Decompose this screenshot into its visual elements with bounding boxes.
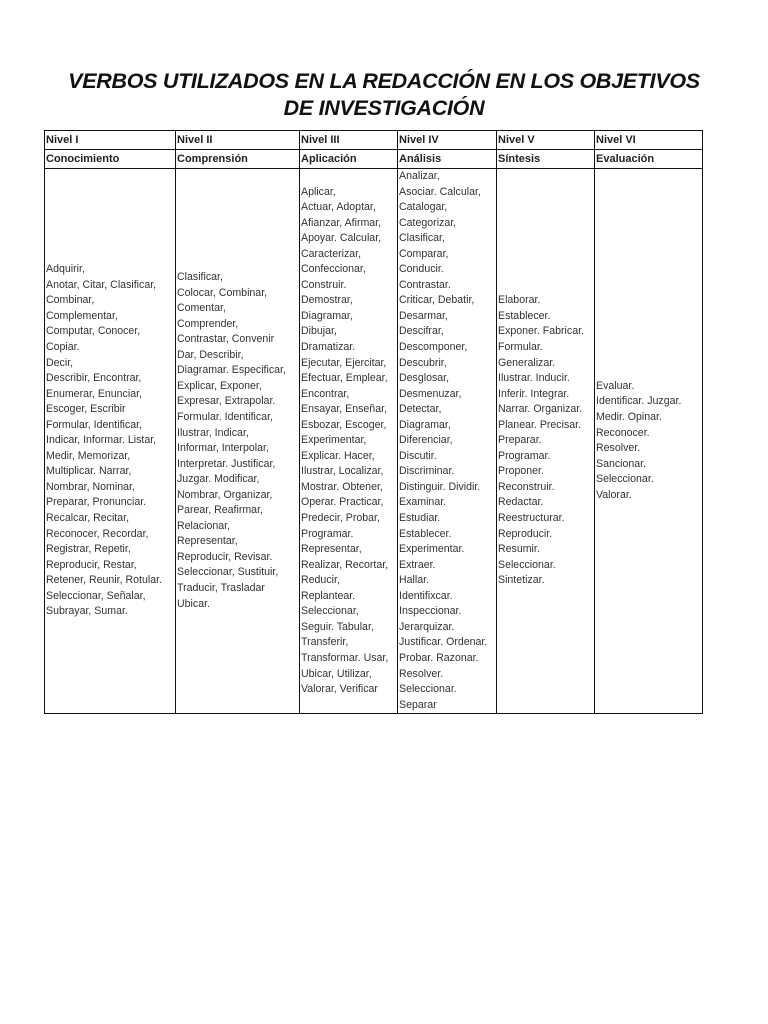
verb-line: Ilustrar, Indicar, [177, 426, 249, 439]
verb-line: Experimentar, [301, 434, 367, 447]
verb-list-nivel-6 [595, 169, 703, 714]
verb-line: Conducir. [399, 263, 444, 276]
verb-line: Comparar, [399, 247, 449, 260]
verb-line: Descifrar, [399, 325, 444, 338]
verb-line: Extraer. [399, 558, 436, 571]
verb-line: Resolver. [399, 667, 444, 680]
verb-line: Apoyar. Calcular, [301, 232, 382, 245]
verb-line: Seleccionar. [399, 683, 457, 696]
level-header-1: Nivel I [45, 131, 176, 150]
level-header-row [45, 131, 703, 150]
verb-line: Realizar, Recortar, [301, 558, 389, 571]
verb-line: Reconocer, Recordar, [46, 527, 149, 540]
category-header-6: Evaluación [595, 150, 703, 169]
verb-line: Dibujar, [301, 325, 337, 338]
verb-line: Transformar. Usar, [301, 651, 389, 664]
verbs-table [44, 130, 703, 714]
verb-line: Efectuar, Emplear, [301, 372, 388, 385]
verb-list-nivel-4 [398, 169, 497, 714]
verb-line: Dramatizar. [301, 341, 356, 354]
verb-line: Formular. Identificar, [177, 410, 273, 423]
verb-line: Decir, [46, 356, 74, 369]
verb-line: Preparar. [498, 434, 542, 447]
verb-line: Seleccionar, [301, 605, 359, 618]
verb-line: Retener, Reunir, Rotular. [46, 574, 163, 587]
category-header-3: Aplicación [300, 150, 398, 169]
verb-line: Esbozar, Escoger, [301, 418, 387, 431]
verb-line: Copiar. [46, 341, 80, 354]
verb-line: Seleccionar. [498, 558, 556, 571]
verb-line: Relacionar, [177, 519, 230, 532]
verb-line: Diagramar, [399, 418, 451, 431]
verb-line: Reducir, [301, 574, 340, 587]
verb-line: Ensayar, Enseñar, [301, 403, 387, 416]
verb-line: Inferir. Integrar. [498, 387, 570, 400]
verb-line: Adquirir, [46, 263, 85, 276]
verb-line: Indicar, Informar. Listar, [46, 434, 157, 447]
verb-line: Categorizar, [399, 216, 457, 229]
category-header-row [45, 150, 703, 169]
verb-line: Reproducir, Revisar. [177, 550, 273, 563]
verb-line: Clasificar, [399, 232, 445, 245]
verb-line: Reproducir. [498, 527, 553, 540]
category-header-4: Análisis [398, 150, 497, 169]
verb-line: Formular, Identificar, [46, 418, 142, 431]
verb-line: Explicar. Hacer, [301, 449, 375, 462]
verb-line: Criticar, Debatir, [399, 294, 475, 307]
verb-line: Valorar, Verificar [301, 683, 378, 696]
verb-line: Representar, [177, 535, 238, 548]
verb-line: Diagramar, [301, 309, 353, 322]
verb-line: Redactar. [498, 496, 544, 509]
verb-line: Catalogar, [399, 201, 448, 214]
level-header-4: Nivel IV [398, 131, 497, 150]
verb-list-nivel-2 [176, 169, 300, 714]
verb-line: Reestructurar. [498, 512, 565, 525]
verb-line: Diagramar. Especificar, [177, 364, 286, 377]
verb-line: Recalcar, Recitar, [46, 512, 130, 525]
verb-line: Ubicar, Utilizar, [301, 667, 372, 680]
verb-line: Describir, Encontrar, [46, 372, 142, 385]
verb-line: Analizar, [399, 170, 440, 182]
verb-line: Discriminar. [399, 465, 455, 478]
verb-line: Elaborar. [498, 294, 541, 307]
verb-line: Aplicar, [301, 185, 336, 198]
verb-line: Medir, Memorizar, [46, 449, 131, 462]
verb-line: Construir. [301, 278, 347, 291]
verb-list-nivel-1 [45, 169, 176, 714]
verb-line: Subrayar, Sumar. [46, 605, 128, 618]
level-header-3: Nivel III [300, 131, 398, 150]
verb-line: Afianzar, Afirmar, [301, 216, 382, 229]
verb-line: Valorar. [596, 488, 632, 501]
verb-line: Detectar, [399, 403, 442, 416]
verb-line: Resolver. [596, 442, 641, 455]
verb-line: Sancionar. [596, 457, 647, 470]
verb-line: Encontrar, [301, 387, 350, 400]
verb-line: Combinar, [46, 294, 95, 307]
verb-line: Ubicar. [177, 597, 210, 610]
verb-line: Programar. [301, 527, 354, 540]
verb-line: Ilustrar, Localizar, [301, 465, 384, 478]
verb-line: Reconocer. [596, 426, 650, 439]
verb-line: Representar, [301, 543, 362, 556]
verb-line: Colocar, Combinar, [177, 286, 268, 299]
verb-line: Estudiar. [399, 512, 441, 525]
verb-line: Operar. Practicar, [301, 496, 384, 509]
verb-line: Clasificar, [177, 271, 223, 284]
verb-line: Descubrir, [399, 356, 447, 369]
verb-line: Complementar, [46, 309, 118, 322]
verb-line: Descomponer, [399, 341, 468, 354]
category-header-5: Síntesis [497, 150, 595, 169]
verb-line: Hallar. [399, 574, 430, 587]
verb-line: Proponer. [498, 465, 544, 478]
document-title-line-1: VERBOS UTILIZADOS EN LA REDACCIÓN EN LOS OBJETIVOS [68, 69, 700, 93]
verb-line: Diferenciar, [399, 434, 453, 447]
verb-line: Contrastar, Convenir [177, 333, 275, 346]
category-header-2: Comprensión [176, 150, 300, 169]
verb-line: Parear, Reafirmar, [177, 504, 263, 517]
verb-line: Discutir. [399, 449, 437, 462]
verb-line: Dar, Describir, [177, 348, 244, 361]
verb-line: Establecer. [498, 309, 551, 322]
verb-line: Ejecutar, Ejercitar, [301, 356, 387, 369]
level-header-5: Nivel V [497, 131, 595, 150]
verb-line: Transferir, [301, 636, 349, 649]
verb-line: Informar, Interpolar, [177, 442, 269, 455]
verb-line: Exponer. Fabricar. [498, 325, 584, 338]
verb-line: Examinar. [399, 496, 447, 509]
verb-line: Reconstruir. [498, 480, 555, 493]
level-header-2: Nivel II [176, 131, 300, 150]
verb-list-nivel-3 [300, 169, 398, 714]
verb-line: Registrar, Repetir, [46, 543, 131, 556]
verb-line: Computar, Conocer, [46, 325, 141, 338]
verb-line: Demostrar, [301, 294, 353, 307]
verb-line: Desarmar, [399, 309, 448, 322]
verb-line: Planear. Precisar. [498, 418, 582, 431]
verb-line: Identificar. Juzgar. [596, 395, 682, 408]
verb-line: Narrar. Organizar. [498, 403, 583, 416]
verb-line: Justificar. Ordenar. [399, 636, 488, 649]
verb-line: Jerarquizar. [399, 620, 455, 633]
verb-line: Replantear. [301, 589, 356, 602]
document-title [30, 68, 738, 122]
verb-line: Distinguir. Dividir. [399, 480, 481, 493]
verb-line: Preparar, Pronunciar. [46, 496, 147, 509]
verb-line: Nombrar, Organizar, [177, 488, 273, 501]
verb-line: Establecer. [399, 527, 452, 540]
verb-line: Comprender, [177, 317, 239, 330]
verb-line: Confeccionar, [301, 263, 366, 276]
verb-line: Desglosar, [399, 372, 450, 385]
verb-line: Enumerar, Enunciar, [46, 387, 142, 400]
verb-line: Ilustrar. Inducir. [498, 372, 570, 385]
verb-line: Escoger, Escribir [46, 403, 126, 416]
verb-line: Probar. Razonar. [399, 651, 479, 664]
verb-line: Resumir. [498, 543, 540, 556]
document-title-line-2: DE INVESTIGACIÓN [283, 96, 485, 120]
verb-line: Predecir, Probar, [301, 512, 380, 525]
verb-line: Experimentar. [399, 543, 465, 556]
verb-line: Separar [399, 698, 437, 711]
verb-line: Seleccionar, Sustituir, [177, 566, 279, 579]
verb-line: Inspeccionar. [399, 605, 462, 618]
verb-line: Caracterizar, [301, 247, 362, 260]
verb-line: Explicar, Exponer, [177, 379, 262, 392]
verb-line: Contrastar. [399, 278, 451, 291]
verb-line: Generalizar. [498, 356, 556, 369]
verb-line: Seguir. Tabular, [301, 620, 374, 633]
verb-line: Programar. [498, 449, 551, 462]
verb-line: Interpretar. Justificar, [177, 457, 276, 470]
verb-line: Seleccionar. [596, 473, 654, 486]
verb-line: Identifixcar. [399, 589, 453, 602]
verb-line: Seleccionar, Señalar, [46, 589, 146, 602]
verb-list-nivel-5 [497, 169, 595, 714]
verb-line: Comentar, [177, 302, 226, 315]
verb-line: Sintetizar. [498, 574, 545, 587]
verb-line: Medir. Opinar. [596, 410, 662, 423]
verb-line: Formular. [498, 341, 543, 354]
verb-line: Anotar, Citar, Clasificar, [46, 278, 157, 291]
verb-line: Juzgar. Modificar, [177, 473, 260, 486]
verb-line: Desmenuzar, [399, 387, 462, 400]
verb-line: Asociar. Calcular, [399, 185, 481, 198]
verb-line: Traducir, Trasladar [177, 581, 265, 594]
verb-line: Evaluar. [596, 379, 635, 392]
category-header-1: Conocimiento [45, 150, 176, 169]
verb-line: Multiplicar. Narrar, [46, 465, 132, 478]
verb-line: Expresar, Extrapolar. [177, 395, 276, 408]
verb-line: Mostrar. Obtener, [301, 480, 383, 493]
verbs-row [45, 169, 703, 714]
verb-line: Actuar, Adoptar, [301, 201, 376, 214]
verb-line: Nombrar, Nominar, [46, 480, 135, 493]
verb-line: Reproducir, Restar, [46, 558, 137, 571]
level-header-6: Nivel VI [595, 131, 703, 150]
